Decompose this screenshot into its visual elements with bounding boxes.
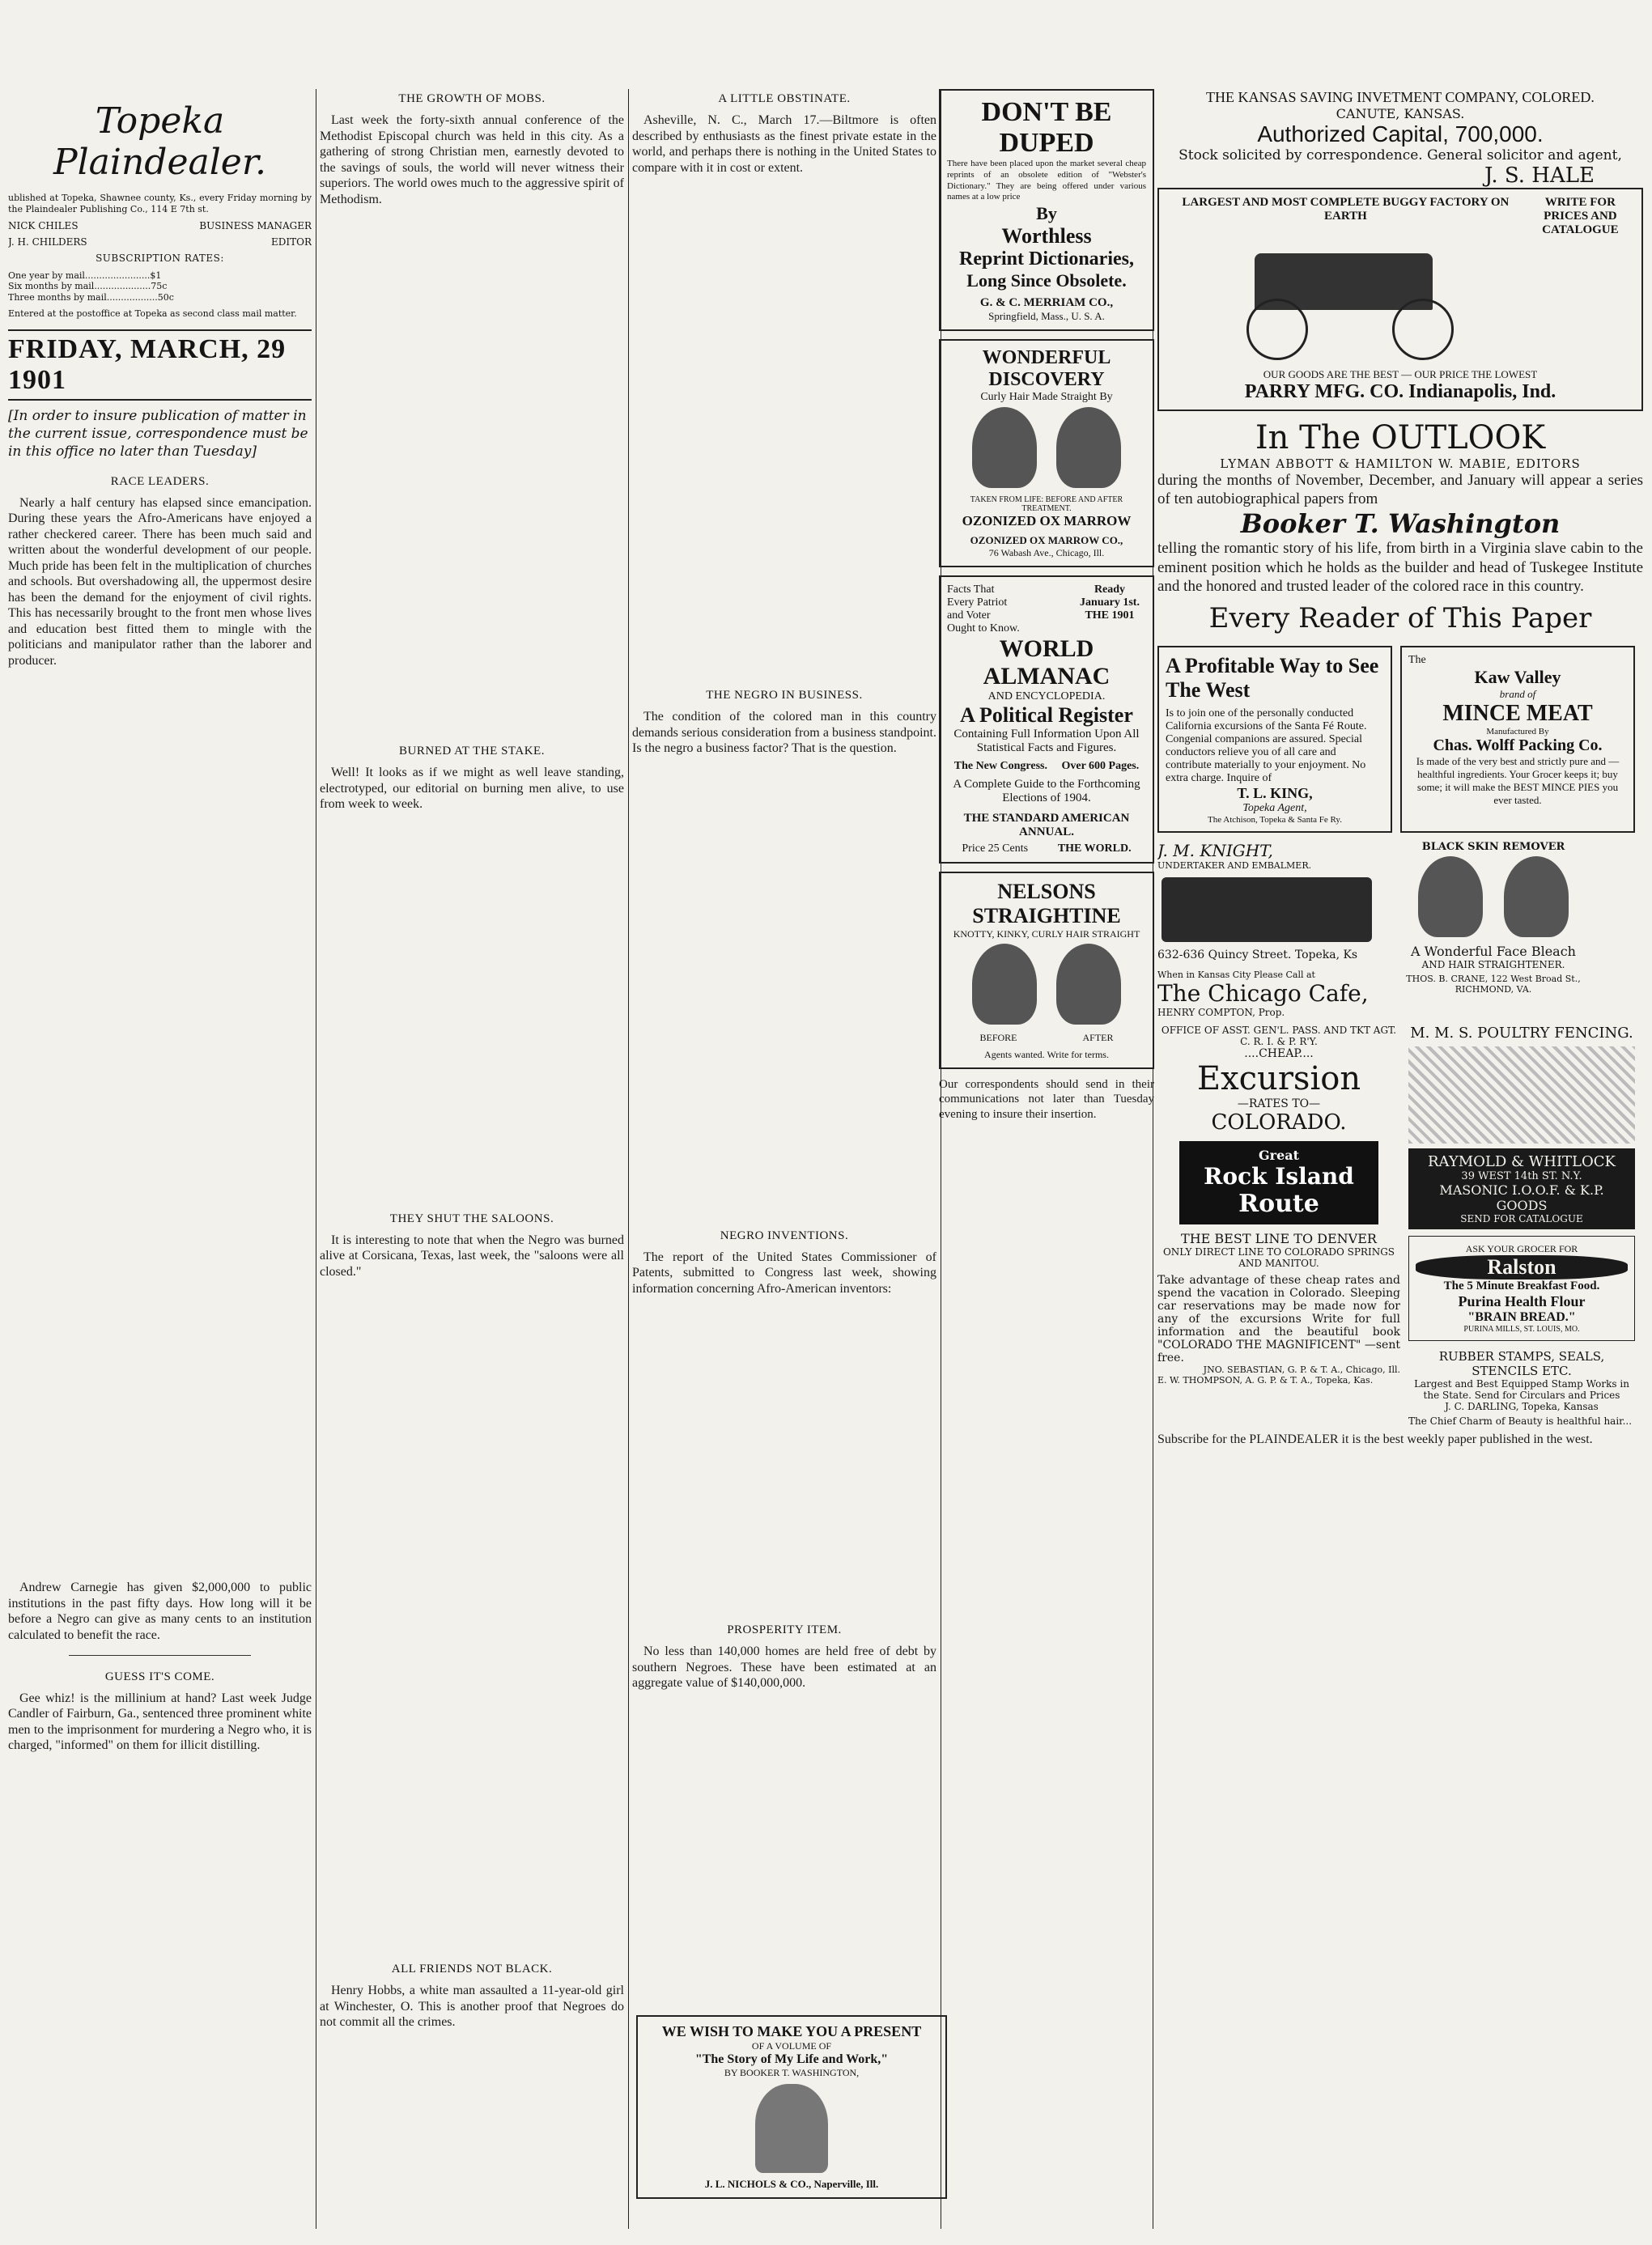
denver-line: THE BEST LINE TO DENVER — [1181, 1230, 1377, 1246]
article-headline: ALL FRIENDS NOT BLACK. — [391, 1963, 553, 1976]
before-portrait — [972, 407, 1037, 488]
paragraph: Last week the forty-sixth annual conference of the Methodist Episcopal church was held in this city. As a gathering of strong Christian men, earnestly devoted to the savings of souls, the world will never witness their superiors. The world owes much to the aggressive spirit of Methodism. — [320, 113, 624, 206]
ad-knight — [1157, 841, 1376, 1018]
ad-title: WORLD ALMANAC — [983, 635, 1111, 690]
staff-name: NICK CHILES — [8, 219, 79, 231]
before-label: BEFORE — [979, 1032, 1017, 1043]
ad-reprint: Reprint Dictionaries, — [959, 248, 1134, 269]
grocer-line: ASK YOUR GROCER FOR — [1465, 1242, 1578, 1254]
column-locals-overlay — [632, 89, 936, 2229]
issue-date: FRIDAY, MARCH, 29 1901 — [8, 329, 312, 401]
agents-line: Agents wanted. Write for terms. — [984, 1049, 1109, 1060]
ad-story-of-my-life — [636, 2015, 947, 2199]
cheap-line: ....CHEAP.... — [1244, 1046, 1314, 1060]
chicago-title: The Chicago Cafe, — [1157, 979, 1369, 1007]
ad-city: Springfield, Mass., U. S. A. — [988, 310, 1105, 322]
political-register: A Political Register — [960, 703, 1133, 727]
article-headline: THEY SHUT THE SALOONS. — [389, 1212, 554, 1225]
ad-ralston — [1408, 1236, 1635, 1341]
column-masthead — [8, 89, 312, 2229]
correspondents-note: Our correspondents should send in their communications not later than Tuesday evening to insure their insertion. — [939, 1078, 1154, 1121]
paragraph: The report of the United States Commissioner of Patents, submitted to Congress last week, showing information concerning Afro-American inventors: — [632, 1250, 936, 1296]
denver-sub: ONLY DIRECT LINE TO COLORADO SPRINGS AND MANITOU. — [1162, 1246, 1395, 1269]
outlook-text: during the months of November, December, and January will appear a series of ten autobiographical papers from — [1157, 472, 1643, 508]
book-author: BY BOOKER T. WASHINGTON, — [724, 2067, 860, 2078]
article-body — [320, 1233, 624, 1280]
ready-notice: Ready January 1st. THE 1901 — [1080, 584, 1140, 622]
ad-stock: Stock solicited by correspondence. General solicitor and agent, — [1178, 147, 1622, 163]
article-headline: GUESS IT'S COME. — [104, 1670, 215, 1683]
bleach-sub: AND HAIR STRAIGHTENER. — [1421, 958, 1565, 970]
ad-world-almanac — [939, 575, 1154, 864]
article-headline: BURNED AT THE STAKE. — [399, 745, 545, 758]
buggy-illustration — [1166, 242, 1635, 363]
subscription-header: SUBSCRIPTION RATES: — [96, 252, 224, 264]
ad-title: DON'T BE DUPED — [981, 97, 1112, 158]
paragraph: The condition of the colored man in this country demands serious consideration from a business standpoint. Is the negro a business factor? That is the question. — [632, 710, 936, 756]
mince-of: brand of — [1499, 687, 1536, 700]
charm-line: The Chief Charm of Beauty is healthful hair... — [1408, 1415, 1633, 1427]
ad-railway: The Atchison, Topeka & Santa Fe Ry. — [1208, 814, 1342, 825]
ralston-badge: Ralston — [1416, 1255, 1628, 1280]
rate-line: One year by mail.......................$1 — [8, 269, 162, 281]
ad-body: Is to join one of the personally conducted California excursions of the Santa Fé Route. Congenial companions are assured. Special conductors relieve you of all care and contribute materially to your enjoyment. No extra charge. Inquire of — [1166, 707, 1367, 784]
fact-line: and Voter — [947, 609, 991, 622]
staff-role: EDITOR — [271, 236, 312, 248]
colorado-line: COLORADO. — [1211, 1110, 1347, 1135]
bleach-head: BLACK SKIN REMOVER — [1421, 840, 1565, 853]
column-rule — [628, 89, 629, 2229]
after-portrait — [1056, 944, 1121, 1025]
buggy-headline: LARGEST AND MOST COMPLETE BUGGY FACTORY ON EARTH — [1182, 196, 1510, 223]
rubber-title: RUBBER STAMPS, SEALS, STENCILS ETC. — [1438, 1348, 1605, 1378]
mince-by: Manufactured By — [1486, 726, 1549, 736]
rubber-company: J. C. DARLING, Topeka, Kansas — [1445, 1400, 1599, 1412]
ad-wonderful-discovery — [939, 339, 1154, 567]
ad-dont-be-duped — [939, 89, 1154, 331]
brain-line: "BRAIN BREAD." — [1467, 1309, 1576, 1324]
article-continuation — [320, 1284, 624, 1948]
rock-line: Rock Island — [1204, 1162, 1354, 1190]
outlook-title: In The OUTLOOK — [1255, 419, 1546, 456]
ad-subtitle: AND ENCYCLOPEDIA. — [987, 690, 1106, 702]
fact-line: Facts That — [947, 584, 995, 596]
ad-obsolete: Long Since Obsolete. — [966, 270, 1127, 291]
mince-the: The — [1408, 653, 1426, 666]
office-line: OFFICE OF ASST. GEN'L. PASS. AND TKT AGT. C. R. I. & P. R'Y. — [1161, 1024, 1397, 1047]
ad-agent: T. L. KING, — [1237, 784, 1313, 801]
ad-title: WE WISH TO MAKE YOU A PRESENT — [661, 2023, 922, 2039]
ad-publisher: J. L. NICHOLS & CO., Naperville, Ill. — [704, 2178, 879, 2190]
ad-title: A Profitable Way to See The West — [1166, 653, 1379, 702]
article-body — [320, 765, 624, 813]
rock-island-badge — [1179, 1141, 1378, 1224]
breakfast-line: The 5 Minute Breakfast Food. — [1443, 1279, 1600, 1292]
chicago-pre: When in Kansas City Please Call at — [1157, 969, 1315, 980]
ad-capital: Authorized Capital, 700,000. — [1257, 121, 1544, 146]
ad-rubber-stamps — [1408, 1349, 1635, 1412]
ad-caption: TAKEN FROM LIFE: BEFORE AND AFTER TREATMENT. — [970, 495, 1123, 513]
divider — [69, 1655, 251, 1656]
rate-line: Six months by mail....................75c — [8, 281, 168, 292]
staff-row — [8, 220, 312, 231]
article-headline: THE NEGRO IN BUSINESS. — [706, 689, 863, 702]
ad-body: There have been placed upon the market several cheap reprints of an obsolete edition of "Webster's Dictionary." They are being offered under various names at a low price — [947, 159, 1146, 202]
ad-worthless: Worthless — [1001, 224, 1092, 248]
ad-title: WONDERFUL DISCOVERY — [982, 347, 1111, 390]
knight-address: 632-636 Quincy Street. Topeka, Ks — [1157, 948, 1358, 961]
ad-kansas-saving — [1157, 89, 1643, 188]
knight-name: J. M. KNIGHT, — [1157, 840, 1273, 860]
bleach-signer: THOS. B. CRANE, 122 West Broad St., RICHMOND, VA. — [1406, 973, 1581, 995]
ad-company: OZONIZED OX MARROW CO., — [970, 534, 1123, 546]
outlook-author: Booker T. Washington — [1240, 508, 1561, 540]
purina-city: PURINA MILLS, ST. LOUIS, MO. — [1463, 1324, 1580, 1334]
staff-row — [8, 236, 312, 248]
staff-role: BUSINESS MANAGER — [199, 219, 312, 231]
buggy-wheel — [1246, 299, 1308, 360]
article-continuation — [320, 817, 624, 1198]
before-portrait — [1418, 856, 1483, 937]
deadline-notice: [In order to insure publication of matter in the current issue, correspondence must be in this office no later than Tuesday] — [8, 407, 308, 460]
ad-product: OZONIZED OX MARROW — [962, 513, 1132, 528]
ad-standard: THE STANDARD AMERICAN ANNUAL. — [963, 812, 1130, 838]
ad-outlook — [1157, 419, 1643, 634]
paragraph: Well! It looks as if we might as well leave standing, electrotyped, our editorial on burning men alive, to use from week to week. — [320, 766, 624, 812]
raymold-address: 39 WEST 14th ST. N.Y. — [1461, 1169, 1582, 1182]
ad-agent: J. S. HALE — [1484, 163, 1595, 188]
book-title: "The Story of My Life and Work," — [694, 2052, 889, 2066]
mince-name: MINCE MEAT — [1442, 700, 1593, 726]
ad-rock-island — [1157, 1025, 1400, 1427]
mince-brand: Kaw Valley — [1474, 666, 1561, 687]
ad-contains: Containing Full Information Upon All Statistical Facts and Figures. — [953, 728, 1140, 754]
column-right-ads — [1157, 89, 1643, 2229]
every-reader: Every Reader of This Paper — [1208, 601, 1592, 634]
fact-line: Every Patriot — [947, 596, 1008, 609]
article-headline: RACE LEADERS. — [110, 474, 210, 488]
poultry-title: M. M. S. POULTRY FENCING. — [1410, 1024, 1633, 1042]
paragraph: Andrew Carnegie has given $2,000,000 to public institutions in the past fifty days. How long will it be before a Negro can give as many cents to an institution calculated to benefit the race. — [8, 1581, 312, 1642]
masthead-title: Topeka Plaindealer. — [53, 100, 267, 183]
ad-santa-fe — [1157, 646, 1392, 833]
article-body — [8, 1691, 312, 1754]
column-two — [320, 89, 624, 2229]
chicago-prop: HENRY COMPTON, Prop. — [1157, 1006, 1285, 1018]
ad-address: 76 Wabash Ave., Chicago, Ill. — [988, 547, 1105, 558]
price-label: Price 25 Cents — [962, 842, 1029, 855]
ad-subtitle: OF A VOLUME OF — [751, 2040, 832, 2052]
article-headline: A LITTLE OBSTINATE. — [718, 92, 851, 105]
buggy-write: WRITE FOR PRICES AND CATALOGUE — [1542, 196, 1619, 236]
article-body — [320, 112, 624, 207]
outlook-text-2: telling the romantic story of his life, from birth in a Virginia slave cabin to the eminent position which he holds as the builder and head of Tuskegee Institute and the honored and trusted leader of the colored race in this country. — [1157, 540, 1643, 595]
paragraph: Nearly a half century has elapsed since emancipation. During these years the Afro-Americans have enjoyed a rather checkered career. There has been much said and written about the wonderful development of our people. Much pride has been felt in the multiplication of churches and schools. But overshadowing all, the uppermost desire has been the demand for the enjoyment of civil rights. This has necessarily brought to the front men whose lives and education best fitted them to mingle with the politicians and manipulator rather than the laborer and producer. — [8, 495, 312, 668]
fact-line: Ought to Know. — [947, 622, 1020, 634]
article-continuation — [320, 212, 624, 730]
knight-sub: UNDERTAKER AND EMBALMER. — [1157, 859, 1312, 871]
bleach-title: A Wonderful Face Bleach — [1411, 943, 1576, 959]
rock-line: Route — [1238, 1189, 1319, 1218]
ad-title: NELSONS STRAIGHTINE — [972, 880, 1121, 927]
rubber-body: Largest and Best Equipped Stamp Works in the State. Send for Circulars and Prices — [1414, 1377, 1629, 1401]
article-headline: PROSPERITY ITEM. — [727, 1623, 842, 1637]
ad-title: THE KANSAS SAVING INVETMENT COMPANY, COLORED. — [1206, 89, 1595, 105]
hearse-illustration — [1161, 877, 1372, 942]
outlook-editors: LYMAN ABBOTT & HAMILTON W. MABIE, EDITORS — [1220, 456, 1581, 471]
rock-signer: JNO. SEBASTIAN, G. P. & T. A., Chicago, Ill. — [1203, 1364, 1400, 1375]
world-label: THE WORLD. — [1057, 842, 1132, 855]
ad-city: Topeka Agent, — [1242, 801, 1307, 814]
buggy-wheel — [1392, 299, 1454, 360]
paragraph: No less than 140,000 homes are held free of debt by southern Negroes. These have been estimated at an aggregate value of $140,000,000. — [632, 1644, 936, 1691]
excursion-line: Excursion — [1196, 1059, 1361, 1097]
paragraph: It is interesting to note that when the Negro was burned alive at Corsicana, Texas, last week, the "saloons were all closed." — [320, 1233, 624, 1279]
article-headline: NEGRO INVENTIONS. — [720, 1229, 849, 1242]
ad-face-bleach — [1384, 841, 1603, 1018]
washington-portrait — [755, 2084, 828, 2173]
after-portrait — [1504, 856, 1569, 937]
ad-raymold — [1408, 1148, 1635, 1229]
rock-body: Take advantage of these cheap rates and spend the vacation in Colorado. Sleeping car reservations may be made now for any of the excursions Write for full information and the beautiful book "COLORADO THE MAGNIFICENT" —sent free. — [1157, 1273, 1400, 1364]
ad-publisher: G. & C. MERRIAM CO., — [979, 296, 1114, 309]
ad-guide: A Complete Guide to the Forthcoming Elections of 1904. — [953, 778, 1140, 804]
buggy-tagline: OUR GOODS ARE THE BEST — OUR PRICE THE LOWEST — [1263, 368, 1538, 380]
ad-parry-buggy — [1157, 188, 1643, 411]
mince-company: Chas. Wolff Packing Co. — [1433, 736, 1603, 754]
congress-label: The New Congress. — [953, 760, 1047, 772]
after-label: AFTER — [1082, 1032, 1114, 1043]
ad-by: By — [1036, 203, 1057, 223]
paragraph: Gee whiz! is the millinium at hand? Last week Judge Candler of Fairburn, Ga., sentenced three prominent white men to the imprisonment for murdering a Negro who, it is charged, "informed" on them for illicit distilling. — [8, 1691, 312, 1753]
masonic-line: MASONIC I.O.O.F. & K.P. GOODS — [1439, 1182, 1604, 1213]
paragraph: Asheville, N. C., March 17.—Biltmore is often described by enthusiasts as the finest private estate in the world, and perhaps there is nothing in the United States to compare with it in cost or extent. — [632, 113, 936, 175]
paragraph: Henry Hobbs, a white man assaulted a 11-year-old girl at Winchester, O. This is another proof that Negroes do not commit all the crimes. — [320, 1984, 624, 2030]
article-continuation — [8, 673, 312, 1580]
ad-subtitle: Curly Hair Made Straight By — [980, 391, 1113, 403]
publisher-info: ublished at Topeka, Shawnee county, Ks., every Friday morning by the Plaindealer Publishing Co., 114 E 7th st. — [8, 193, 312, 214]
ad-city: CANUTE, KANSAS. — [1336, 106, 1465, 121]
entered-notice: Entered at the postoffice at Topeka as second class mail matter. — [8, 308, 297, 319]
raymold-title: RAYMOLD & WHITLOCK — [1428, 1152, 1616, 1170]
ad-right-stack — [1408, 1025, 1635, 1427]
before-portrait — [972, 944, 1037, 1025]
purina-line: Purina Health Flour — [1458, 1292, 1586, 1309]
ad-straightine — [939, 872, 1154, 1069]
article-body — [8, 495, 312, 669]
article-body — [8, 1580, 312, 1643]
article-headline: THE GROWTH OF MOBS. — [398, 92, 546, 105]
column-ads — [939, 89, 1154, 2229]
subscribe-note: Subscribe for the PLAINDEALER it is the best weekly paper published in the west. — [1157, 1432, 1593, 1446]
fence-illustration — [1408, 1046, 1635, 1144]
buggy-company: PARRY MFG. CO. Indianapolis, Ind. — [1244, 381, 1556, 402]
ad-subtitle: KNOTTY, KINKY, CURLY HAIR STRAIGHT — [953, 928, 1140, 940]
pages-label: Over 600 Pages. — [1061, 760, 1140, 772]
rock-agent: E. W. THOMPSON, A. G. P. & T. A., Topeka, Kas. — [1157, 1374, 1374, 1386]
rates-line: —RATES TO— — [1237, 1097, 1321, 1110]
staff-name: J. H. CHILDERS — [8, 236, 87, 248]
catalogue-line: SEND FOR CATALOGUE — [1460, 1212, 1583, 1224]
rock-line: Great — [1258, 1147, 1300, 1163]
mince-body: Is made of the very best and strictly pure and — healthful ingredients. Your Grocer keeps it; buy some; it will make the BEST MINCE PIES you ever tasted. — [1416, 754, 1620, 806]
rate-line: Three months by mail..................50c — [8, 292, 174, 303]
ad-mince-meat — [1400, 646, 1635, 833]
after-portrait — [1056, 407, 1121, 488]
article-body — [320, 1983, 624, 2031]
